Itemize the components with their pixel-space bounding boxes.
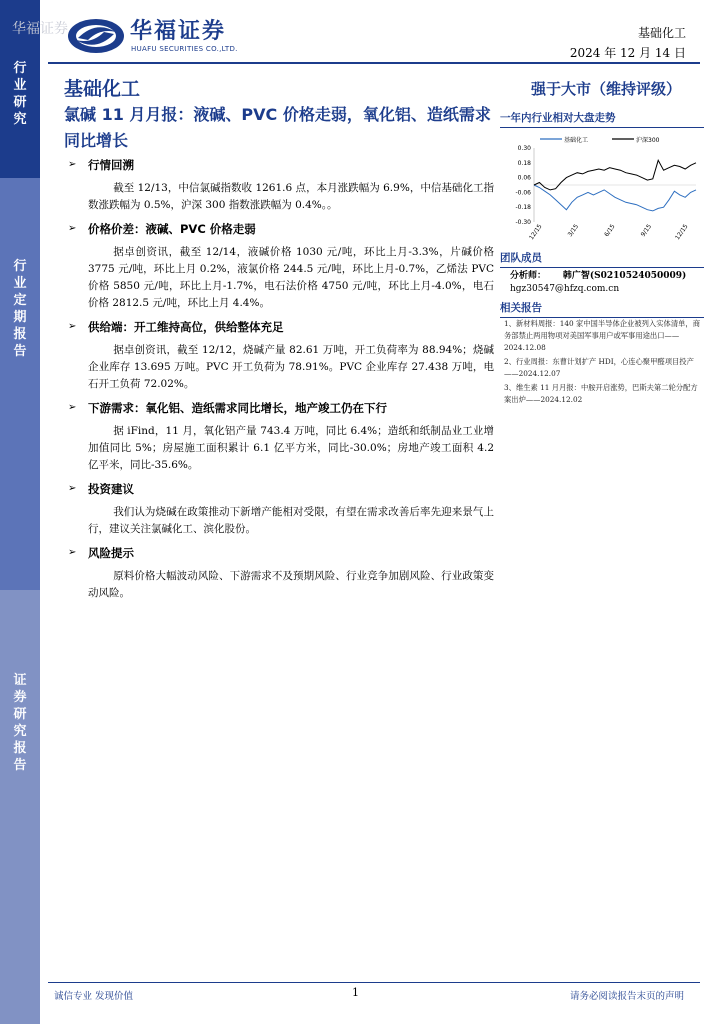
main-content <box>64 154 494 606</box>
sidebar-label-securities-report: 证 券 研 究 报 告 <box>13 673 27 773</box>
x-tick-label: 9/15 <box>639 223 654 239</box>
watermark: 华福证券 <box>12 21 68 37</box>
sector-title: 基础化工 <box>64 78 141 100</box>
x-tick-label: 12/15 <box>673 223 690 242</box>
related-report-item[interactable]: 1、新材料周报：140 家中国半导体企业被列入实体清单，商务部禁止两用物项对美国军事用户或军事用途出口——2024.12.08 <box>504 319 701 352</box>
arrow-bullet-icon: ➢ <box>68 402 77 413</box>
sidebar-label-industry-research: 行 业 研 究 <box>13 61 27 127</box>
footer-slogan: 诚信专业 发现价值 <box>54 991 134 1002</box>
arrow-bullet-icon: ➢ <box>68 223 77 234</box>
section-heading-text: 价格价差：液碱、PVC 价格走弱 <box>88 222 256 236</box>
page-number: 1 <box>352 986 359 999</box>
arrow-bullet-icon: ➢ <box>68 321 77 332</box>
arrow-bullet-icon: ➢ <box>68 547 77 558</box>
footer-divider <box>48 982 700 983</box>
section-heading-text: 行情回溯 <box>88 158 134 172</box>
section-paragraph: 原料价格大幅波动风险、下游需求不及预期风险、行业竞争加剧风险、行业政策变动风险。 <box>88 570 494 599</box>
y-tick-label: 0.18 <box>517 159 531 167</box>
industry-rating: 强于大市（维持评级） <box>530 80 681 98</box>
analyst-name: 韩广智(S0210524050009) <box>562 271 687 281</box>
header-sector: 基础化工 <box>637 26 686 40</box>
y-tick-label: -0.06 <box>515 189 531 197</box>
series-line <box>534 160 696 190</box>
series-line <box>534 185 696 211</box>
x-tick-label: 3/15 <box>566 223 581 239</box>
section-paragraph: 据卓创资讯，截至 12/14，液碱价格 1030 元/吨，环比上月-3.3%，片碱价格 3775 元/吨，环比上月 0.2%，液氯价格 244.5 元/吨，环比上月-0.7%，乙烯法 PVC 价格 5850 元/吨，环比上月-1.7%，电石法价格 4750 元/吨，环比上月-4.0%，电石价格 2812.5 元/吨，环比上月 4.4%。 <box>88 246 494 309</box>
section-heading <box>64 154 494 176</box>
analyst-line <box>510 268 686 281</box>
y-tick-label: 0.06 <box>517 174 531 182</box>
legend-label: 沪深300 <box>636 137 660 144</box>
brand-name-cn: 华福证券 <box>130 19 227 44</box>
x-tick-label: 12/15 <box>527 223 544 242</box>
footer-disclaimer: 请务必阅读报告末页的声明 <box>569 991 684 1002</box>
section-heading <box>64 397 494 419</box>
related-reports-list <box>504 318 704 408</box>
relative-performance-chart <box>500 132 704 248</box>
x-tick-label: 6/15 <box>603 223 617 239</box>
y-tick-label: -0.30 <box>515 219 531 226</box>
section-heading-text: 风险提示 <box>88 546 134 560</box>
section-heading <box>64 542 494 564</box>
report-title: 氯碱 11 月月报：液碱、PVC 价格走弱，氧化铝、造纸需求同比增长 <box>64 105 491 150</box>
section-heading <box>64 478 494 500</box>
section-paragraph: 截至 12/13，中信氯碱指数收 1261.6 点，本月涨跌幅为 6.9%，中信基础化工指数涨跌幅为 0.5%，沪深 300 指数涨跌幅为 0.4%。。 <box>88 182 494 211</box>
chart-heading: 一年内行业相对大盘走势 <box>500 110 704 128</box>
sidebar-segment-mid <box>0 178 40 590</box>
legend-label: 基础化工 <box>564 137 589 144</box>
y-tick-label: -0.18 <box>515 204 531 212</box>
section-heading-text: 下游需求：氧化铝、造纸需求同比增长，地产竣工仍在下行 <box>88 401 387 415</box>
related-reports-heading: 相关报告 <box>500 300 704 318</box>
section-heading-text: 投资建议 <box>88 482 134 496</box>
sidebar-label-periodic-report: 行 业 定 期 报 告 <box>13 259 27 359</box>
section-paragraph: 据卓创资讯，截至 12/12，烧碱产量 82.61 万吨，开工负荷率为 88.94%；烧碱企业库存 13.695 万吨。PVC 开工负荷为 78.91%。PVC 企业库存 27.438 万吨，电石开工负荷 72.02%。 <box>88 344 494 390</box>
related-report-item[interactable]: 3、维生素 11 月月报：中胺开启涨势，巴斯夫第二轮分配方案出炉——2024.12.02 <box>504 383 698 404</box>
team-heading: 团队成员 <box>500 250 704 268</box>
brand-name-en: HUAFU SECURITIES CO.,LTD. <box>131 45 238 53</box>
left-sidebar <box>0 0 40 1024</box>
section-heading-text: 供给端：开工维持高位，供给整体充足 <box>88 320 284 334</box>
section-paragraph: 我们认为烧碱在政策推动下新增产能相对受限，有望在需求改善后率先迎来景气上行，建议关注氯碱化工、滨化股份。 <box>88 506 494 535</box>
header-divider <box>48 62 700 64</box>
section-paragraph: 据 iFind，11 月，氧化铝产量 743.4 万吨，同比 6.4%；造纸和纸制品业工业增加值同比 5%；房屋施工面积累计 6.1 亿平方米，同比-30.0%；房地产竣工面积 4.2 亿平米，同比-35.6%。 <box>88 425 494 471</box>
y-tick-label: 0.30 <box>517 145 531 152</box>
section-heading <box>64 218 494 240</box>
arrow-bullet-icon: ➢ <box>68 483 77 494</box>
sidebar-segment-bottom <box>0 590 40 1024</box>
analyst-email: hgz30547@hfzq.com.cn <box>510 284 620 294</box>
analyst-label: 分析师： <box>510 271 547 281</box>
arrow-bullet-icon: ➢ <box>68 159 77 170</box>
section-heading <box>64 316 494 338</box>
header-date: 2024 年 12 月 14 日 <box>569 46 686 60</box>
related-report-item[interactable]: 2、行业周报：东曹计划扩产 HDI，心连心聚甲醛项目投产——2024.12.07 <box>504 357 694 378</box>
huafu-logo-icon <box>66 16 126 56</box>
